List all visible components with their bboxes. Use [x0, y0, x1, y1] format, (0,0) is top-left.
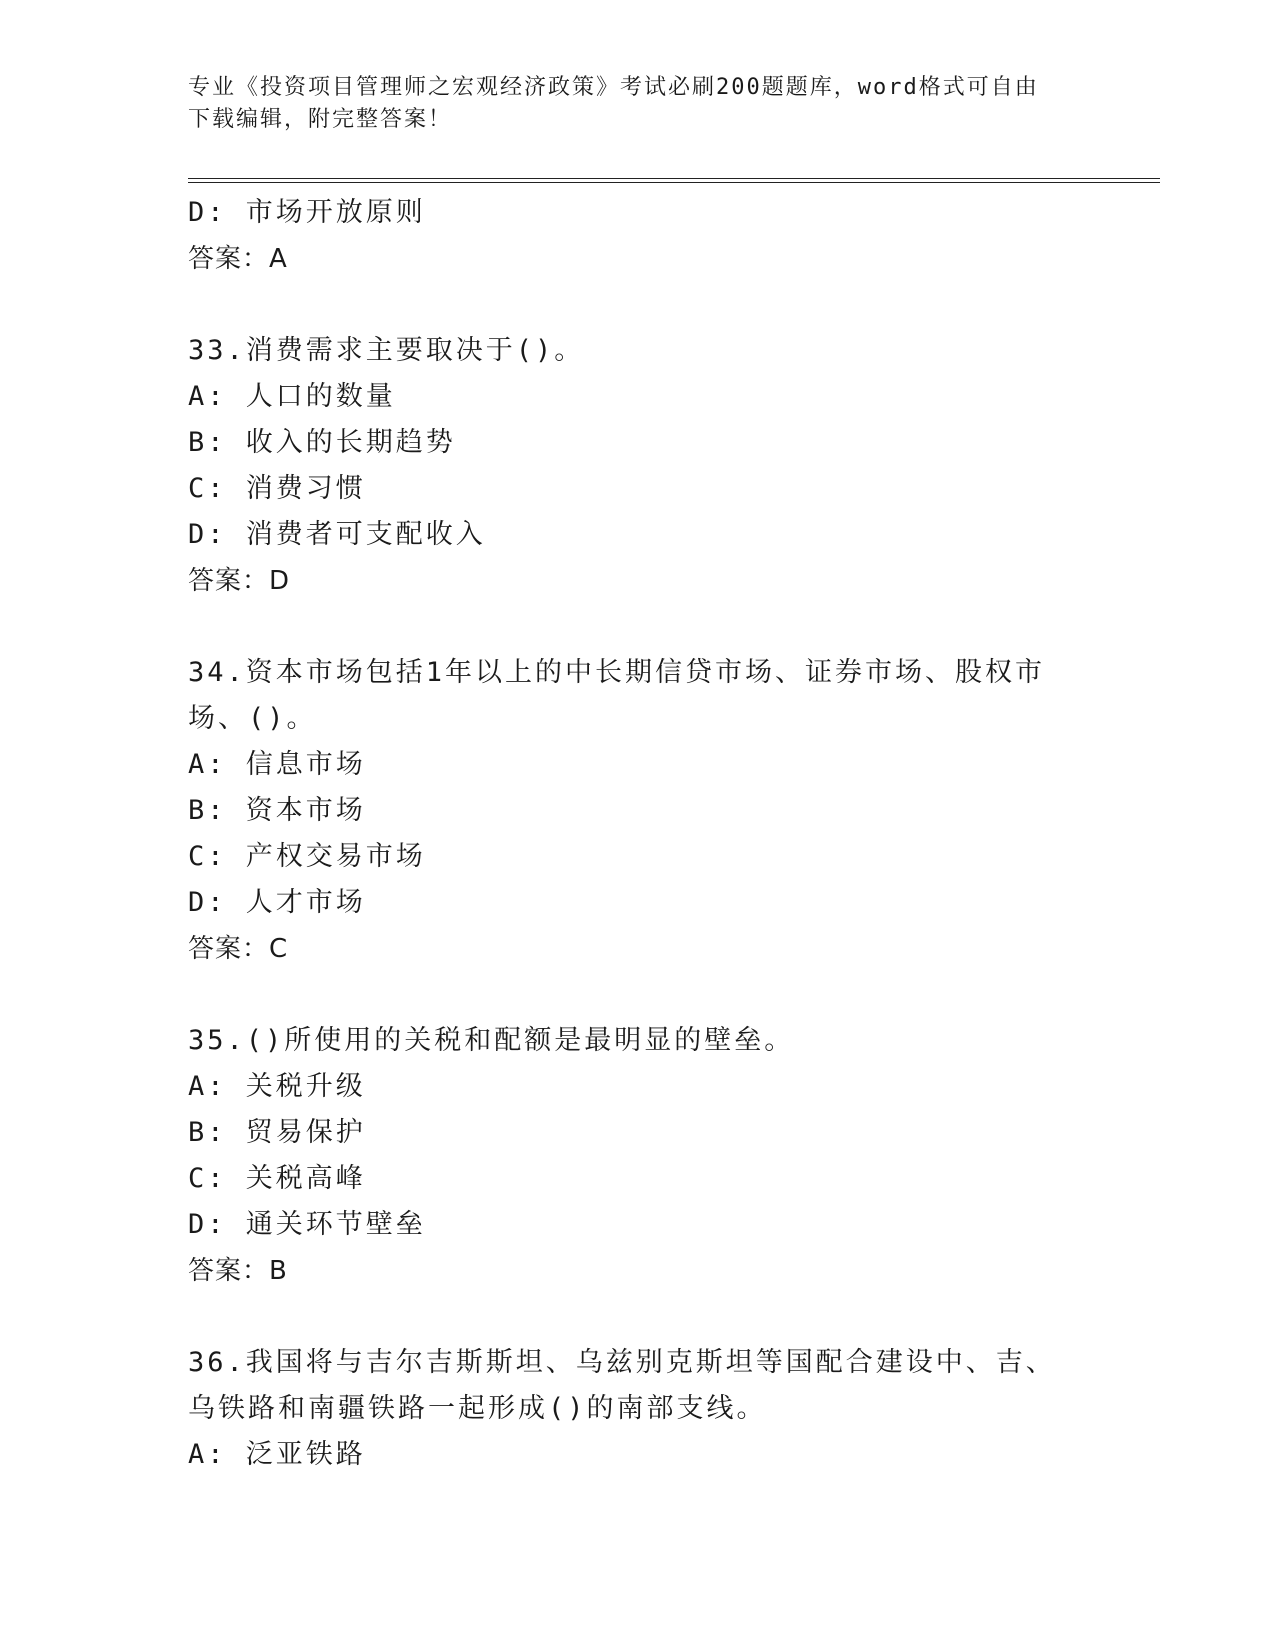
question-35-option-c: C: 关税高峰: [188, 1163, 366, 1194]
spacer: [188, 972, 1088, 1018]
spacer: [188, 282, 1088, 328]
header-line-1: 专业《投资项目管理师之宏观经济政策》考试必刷200题题库，word格式可自由: [188, 75, 1039, 100]
question-33-option-a: A: 人口的数量: [188, 381, 396, 412]
header-divider-top: [188, 178, 1160, 179]
question-34-option-d: D: 人才市场: [188, 887, 366, 918]
question-33-stem: 33.消费需求主要取决于()。: [188, 335, 585, 366]
question-36-stem: 36.我国将与吉尔吉斯斯坦、乌兹别克斯坦等国配合建设中、吉、乌铁路和南疆铁路一起形成()的南部支线。: [188, 1347, 1056, 1424]
question-33-option-d: D: 消费者可支配收入: [188, 519, 486, 550]
header-divider-bottom: [188, 182, 1160, 183]
question-34-option-a: A: 信息市场: [188, 749, 366, 780]
question-34-answer: 答案：C: [188, 934, 289, 964]
question-35-option-b: B: 贸易保护: [188, 1117, 366, 1148]
prev-answer: 答案：A: [188, 244, 288, 274]
prev-option-d: D: 市场开放原则: [188, 197, 426, 228]
question-35-option-d: D: 通关环节壁垒: [188, 1209, 426, 1240]
question-34-option-c: C: 产权交易市场: [188, 841, 426, 872]
spacer: [188, 604, 1088, 650]
question-35-option-a: A: 关税升级: [188, 1071, 366, 1102]
question-36-option-a: A: 泛亚铁路: [188, 1439, 366, 1470]
question-list: [188, 190, 1088, 1478]
question-33-option-c: C: 消费习惯: [188, 473, 366, 504]
question-34-stem: 34.资本市场包括1年以上的中长期信贷市场、证券市场、股权市场、()。: [188, 657, 1046, 734]
document-header: [188, 72, 1088, 136]
question-35-stem: 35.()所使用的关税和配额是最明显的壁垒。: [188, 1025, 795, 1056]
question-33-answer: 答案：D: [188, 566, 291, 596]
question-35-answer: 答案：B: [188, 1256, 288, 1286]
question-33-option-b: B: 收入的长期趋势: [188, 427, 456, 458]
question-34-option-b: B: 资本市场: [188, 795, 366, 826]
header-line-2: 下载编辑，附完整答案！: [188, 107, 453, 132]
spacer: [188, 1294, 1088, 1340]
